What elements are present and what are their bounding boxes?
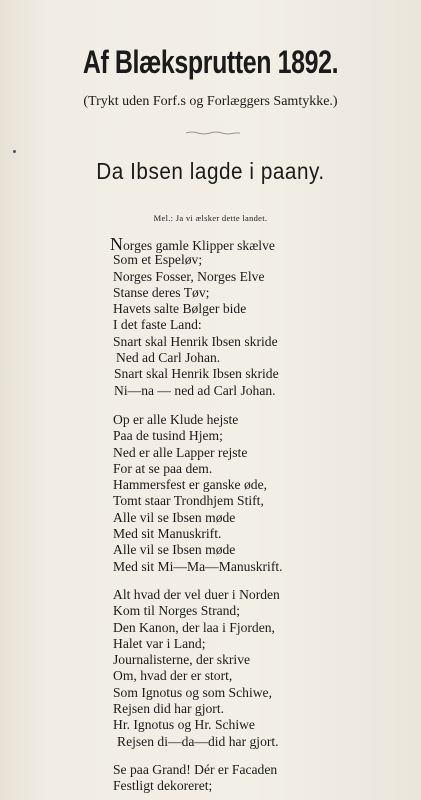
poem-line: Hammersfest er ganske øde, xyxy=(113,477,268,493)
poem-line: Paa de tusind Hjem; xyxy=(113,428,223,444)
stanza-2 xyxy=(113,412,283,575)
stanza-3 xyxy=(113,587,280,750)
poem-line: Op er alle Klude hejste xyxy=(113,412,239,427)
melody-note: Mel.: Ja vi ælsker dette landet. xyxy=(153,213,268,223)
drop-cap: N xyxy=(110,234,123,254)
poem-line: Med sit Manuskrift. xyxy=(113,526,222,542)
poem-line: Alle vil se Ibsen møde xyxy=(113,509,236,525)
poem-line: I det faste Land: xyxy=(113,317,202,333)
poem-line: Festligt dekoreret; xyxy=(113,778,213,794)
poem-line: Snart skal Henrik Ibsen skride xyxy=(113,333,278,349)
poem-line: Alt hvad der vel duer i Norden xyxy=(113,587,280,602)
poem-line: Kom til Norges Strand; xyxy=(113,603,240,619)
poem-line: Ned ad Carl Johan. xyxy=(116,350,221,366)
poem-line: Som et Espeløv; xyxy=(113,252,203,268)
document-title: Af Blæksprutten 1892. xyxy=(82,44,339,80)
poem-line: Alle vil se Ibsen møde xyxy=(113,542,236,558)
poem-line: Rejsen di—da—did har gjort. xyxy=(117,733,279,749)
poem-line: Om, hvad der er stort, xyxy=(113,668,233,684)
poem-line: Havets salte Bølger bide xyxy=(113,301,247,317)
poem-line: Snart skal Henrik Ibsen skride xyxy=(114,366,279,382)
poem-line: For at se paa dem. xyxy=(113,460,213,476)
stanza-4 xyxy=(113,762,277,795)
poem-line: Den Kanon, der laa i Fjorden, xyxy=(113,619,275,635)
poem-line: Se paa Grand! Dér er Facaden xyxy=(113,762,278,777)
stanza-1 xyxy=(110,236,279,399)
poem-line: Norges Fosser, Norges Elve xyxy=(113,268,265,284)
poem-line: Rejsen did har gjort. xyxy=(113,701,224,717)
poem-line: Halet var i Land; xyxy=(113,635,206,651)
poem-line: Som Ignotus og som Schiwe, xyxy=(113,684,272,700)
poem-line: Journalisterne, der skrive xyxy=(113,652,251,668)
poem-line: Tomt staar Trondhjem Stift, xyxy=(113,493,264,509)
poem-line: Norges gamle Klipper skælve xyxy=(110,234,275,254)
poem-line: Ni—na — ned ad Carl Johan. xyxy=(114,382,276,398)
document-subtitle: (Trykt uden Forf.s og Forlæggers Samtykke.) xyxy=(83,94,338,109)
poem-line: Med sit Mi—Ma—Manuskrift. xyxy=(113,558,283,574)
poem-line: Ned er alle Lapper rejste xyxy=(113,444,248,460)
poem-title: Da Ibsen lagde i paany. xyxy=(96,158,325,184)
poem-line: Stanse deres Tøv; xyxy=(113,284,210,300)
poem-line: Hr. Ignotus og Hr. Schiwe xyxy=(113,717,255,733)
ink-spot xyxy=(13,150,16,153)
ornamental-divider xyxy=(186,131,240,135)
